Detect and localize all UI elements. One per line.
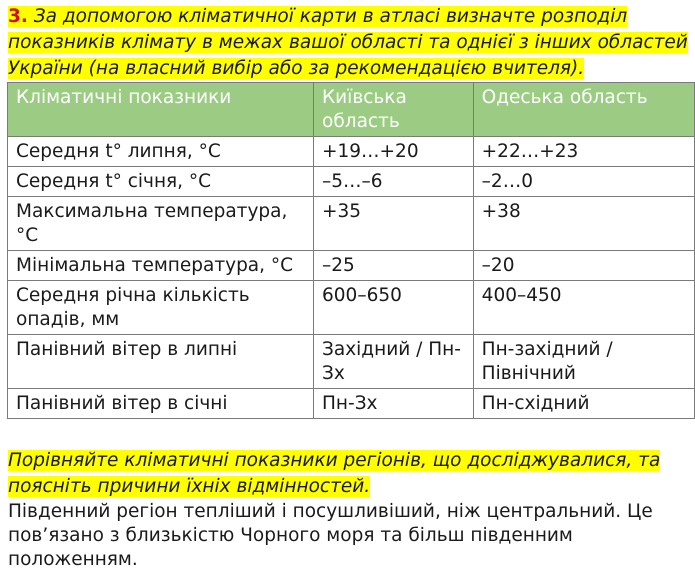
- kyiv-value: Пн-Зх: [314, 389, 474, 419]
- odesa-value: –20: [473, 251, 694, 281]
- row-label: Максимальна температура, °С: [8, 197, 314, 251]
- odesa-value: Пн-західний / Північний: [473, 335, 694, 389]
- odesa-value: Пн-східний: [473, 389, 694, 419]
- table-row: [8, 137, 695, 167]
- odesa-value: –2…0: [473, 167, 694, 197]
- answer-text: Південний регіон тепліший і посушливіший, ніж центральний. Це пов’язано з близькістю Чорного моря та більш південним положенням.: [8, 501, 653, 570]
- table-row: [8, 389, 695, 419]
- table-row: [8, 281, 695, 335]
- kyiv-value: +19…+20: [314, 137, 474, 167]
- row-label: Мінімальна температура, °С: [8, 251, 314, 281]
- odesa-value: +22…+23: [473, 137, 694, 167]
- task-number: 3.: [8, 6, 28, 27]
- question-text: Порівняйте кліматичні показники регіонів, що досліджувалися, та поясніть причини їхніх відмінностей.: [8, 450, 661, 497]
- header-odesa: Одеська область: [473, 83, 694, 137]
- kyiv-value: Західний / Пн-Зх: [314, 335, 474, 389]
- kyiv-value: –5…–6: [314, 167, 474, 197]
- climate-table: [7, 82, 695, 419]
- row-label: Середня річна кількість опадів, мм: [8, 281, 314, 335]
- header-indicators: Кліматичні показники: [8, 83, 314, 137]
- table-row: [8, 167, 695, 197]
- row-label: Середня t° липня, °С: [8, 137, 314, 167]
- table-header-row: [8, 83, 695, 137]
- row-label: Панівний вітер в липні: [8, 335, 314, 389]
- kyiv-value: +35: [314, 197, 474, 251]
- kyiv-value: –25: [314, 251, 474, 281]
- task-text: За допомогою кліматичної карти в атласі визначте розподіл показників клімату в межах вашої області та однієї з інших областей України (на власний вибір або за рекомендацією вчителя).: [8, 6, 688, 79]
- kyiv-value: 600–650: [314, 281, 474, 335]
- table-row: [8, 335, 695, 389]
- table-row: [8, 251, 695, 281]
- odesa-value: +38: [473, 197, 694, 251]
- row-label: Середня t° січня, °С: [8, 167, 314, 197]
- header-kyiv: Київська область: [314, 83, 474, 137]
- row-label: Панівний вітер в січні: [8, 389, 314, 419]
- odesa-value: 400–450: [473, 281, 694, 335]
- table-row: [8, 197, 695, 251]
- question: [8, 448, 688, 500]
- task-statement: [8, 4, 688, 82]
